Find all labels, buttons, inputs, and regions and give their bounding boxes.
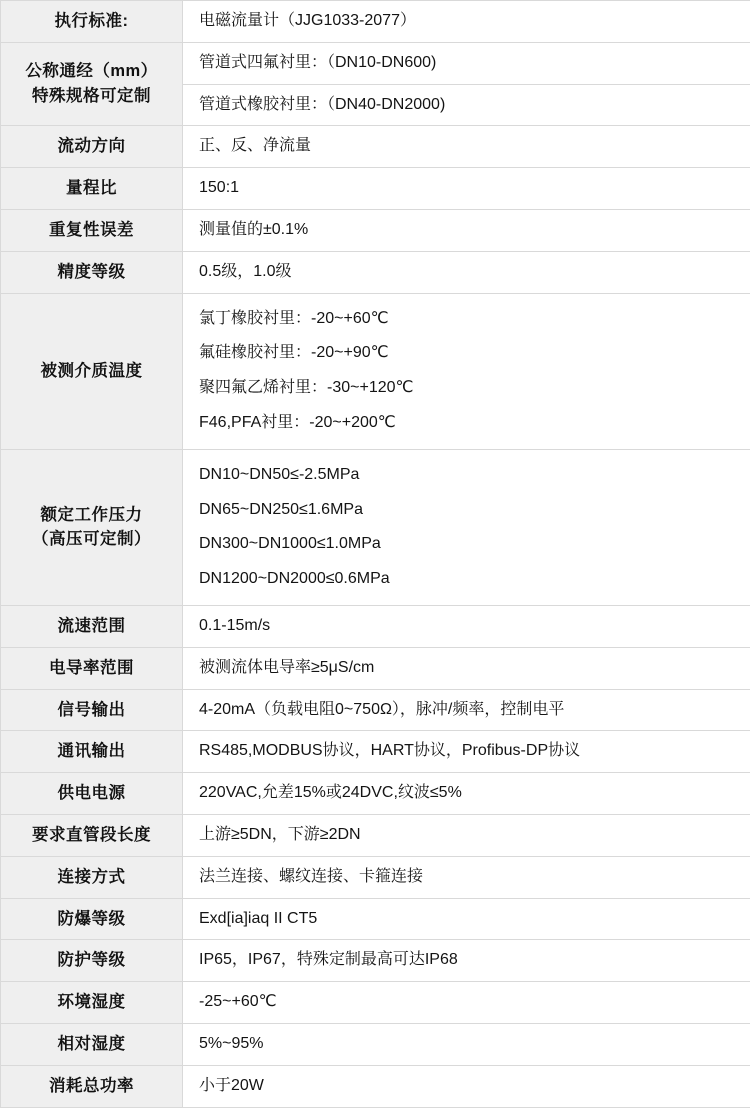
row-value [183, 1065, 750, 1107]
row-label-line: 相对湿度 [57, 1034, 126, 1053]
row-value [183, 42, 750, 84]
row-value-line: 管道式四氟衬里：（DN10-DN600) [199, 53, 437, 71]
row-value [183, 898, 750, 940]
row-label [1, 1023, 183, 1065]
row-label-line: 流速范围 [57, 616, 126, 635]
row-label-line: 要求直管段长度 [32, 825, 151, 844]
table-row [1, 1, 750, 43]
row-value-line: 电磁流量计（JJG1033-2077） [199, 12, 416, 29]
row-value-line: Exd[ia]iaq II CT5 [199, 909, 318, 927]
table-row [1, 689, 750, 731]
row-label [1, 773, 183, 815]
row-label [1, 898, 183, 940]
row-value-line: 220VAC,允差15%或24DVC,纹波≤5% [199, 784, 462, 802]
row-value-line: 0.1-15m/s [199, 616, 271, 634]
row-value-line: 0.5级，1.0级 [199, 262, 292, 280]
row-value-line: 聚四氟乙烯衬里：-30~+120℃ [199, 379, 414, 397]
table-row [1, 898, 750, 940]
table-row [1, 251, 750, 293]
row-value [183, 84, 750, 126]
row-label-line: 重复性误差 [49, 221, 134, 239]
table-row [1, 209, 750, 251]
row-value [183, 209, 750, 251]
row-value-line: 法兰连接、螺纹连接、卡箍连接 [199, 867, 424, 885]
row-value-line: 5%~95% [199, 1034, 264, 1052]
row-label-line: 信号输出 [57, 700, 126, 719]
row-label [1, 168, 183, 210]
row-value [183, 773, 750, 815]
table-row [1, 168, 750, 210]
row-value [183, 126, 750, 168]
row-label-line: 额定工作压力 [40, 505, 143, 524]
row-label-line: 防护等级 [57, 951, 126, 970]
table-row [1, 1023, 750, 1065]
row-value-line: F46,PFA衬里：-20~+200℃ [199, 413, 396, 431]
row-label-line: 执行标准: [54, 12, 129, 31]
row-value-line: DN300~DN1000≤1.0MPa [199, 535, 381, 553]
table-row [1, 126, 750, 168]
row-value [183, 689, 750, 731]
row-label [1, 42, 183, 126]
row-value [183, 1, 750, 43]
row-value-line: 上游≥5DN，下游≥2DN [199, 825, 361, 843]
row-label [1, 982, 183, 1024]
row-value-line: 150:1 [199, 179, 240, 197]
row-value-line: IP65，IP67，特殊定制最高可达IP68 [199, 951, 458, 969]
row-value [183, 1023, 750, 1065]
specification-table-body [1, 1, 750, 1108]
row-label [1, 251, 183, 293]
row-label [1, 449, 183, 605]
row-value [183, 982, 750, 1024]
table-row [1, 940, 750, 982]
table-row [1, 449, 750, 605]
row-value-line: 氟硅橡胶衬里：-20~+90℃ [199, 344, 389, 362]
table-row [1, 814, 750, 856]
row-label [1, 940, 183, 982]
table-row [1, 647, 750, 689]
row-value [183, 731, 750, 773]
row-value [183, 814, 750, 856]
table-row [1, 1065, 750, 1107]
row-value-line: DN10~DN50≤-2.5MPa [199, 465, 360, 483]
row-value [183, 856, 750, 898]
row-label-line: 特殊规格可定制 [32, 87, 151, 106]
row-value-line: RS485,MODBUS协议，HART协议，Profibus-DP协议 [199, 742, 581, 760]
row-label-line: 消耗总功率 [49, 1076, 134, 1095]
row-label-line: 环境湿度 [57, 993, 126, 1012]
row-value-line: 测量值的±0.1% [199, 220, 309, 238]
row-value [183, 251, 750, 293]
row-value [183, 647, 750, 689]
row-label [1, 689, 183, 731]
row-label-line: 防爆等级 [57, 909, 126, 928]
table-row [1, 982, 750, 1024]
row-label [1, 209, 183, 251]
table-row [1, 293, 750, 449]
row-label-line: 精度等级 [57, 262, 126, 281]
row-value-line: DN65~DN250≤1.6MPa [199, 500, 363, 518]
table-row [1, 856, 750, 898]
row-label [1, 293, 183, 449]
row-label-line: 公称通经（mm） [25, 62, 158, 81]
row-value-line: -25~+60℃ [199, 993, 277, 1011]
row-label [1, 647, 183, 689]
row-label [1, 605, 183, 647]
table-row [1, 42, 750, 84]
row-label [1, 856, 183, 898]
row-value-line: 正、反、净流量 [199, 137, 312, 155]
row-value-line: 氯丁橡胶衬里：-20~+60℃ [199, 309, 389, 327]
row-label [1, 1065, 183, 1107]
row-label-line: 被测介质温度 [40, 361, 143, 380]
row-value-line: 管道式橡胶衬里：（DN40-DN2000) [199, 95, 446, 113]
table-row [1, 731, 750, 773]
row-label-line: 量程比 [66, 179, 117, 198]
row-label [1, 731, 183, 773]
row-label-line: 连接方式 [57, 867, 126, 886]
row-value [183, 168, 750, 210]
row-value [183, 449, 750, 605]
row-value [183, 605, 750, 647]
row-label-line: （高压可定制） [32, 530, 151, 549]
row-label-line: 通讯输出 [57, 742, 126, 761]
row-label [1, 126, 183, 168]
table-row [1, 605, 750, 647]
row-value [183, 940, 750, 982]
row-value-line: 4-20mA（负载电阻0~750Ω），脉冲/频率，控制电平 [199, 700, 565, 718]
row-label-line: 电导率范围 [49, 658, 134, 677]
row-label [1, 814, 183, 856]
row-value-line: 小于20W [199, 1076, 264, 1094]
row-label-line: 供电电源 [57, 784, 126, 803]
row-value-line: 被测流体电导率≥5μS/cm [199, 658, 375, 676]
row-value [183, 293, 750, 449]
table-row [1, 773, 750, 815]
row-label [1, 1, 183, 43]
row-value-line: DN1200~DN2000≤0.6MPa [199, 570, 390, 588]
row-label-line: 流动方向 [57, 137, 126, 156]
